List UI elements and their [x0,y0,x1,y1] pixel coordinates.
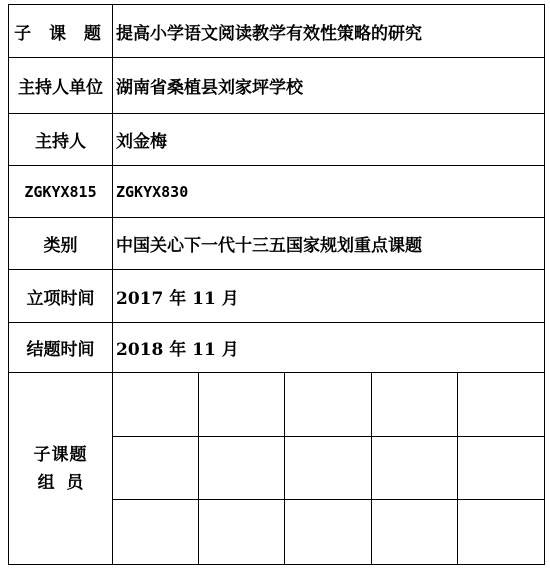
member-cell [458,500,544,564]
members-label-line2: 组 员 [37,472,84,493]
member-cell [285,500,371,564]
category-label: 类别 [9,218,113,269]
row-category [9,218,544,270]
member-cell [199,500,285,564]
subproject-label: 子 课 题 [9,5,113,57]
end-date-value: 2018 年 11 月 [116,340,239,360]
start-date-value: 2017 年 11 月 [116,288,239,309]
host-unit-value: 湖南省桑植县刘家坪学校 [116,78,303,98]
member-cell [113,500,199,564]
row-members [9,373,544,564]
member-cell [372,437,458,501]
host-value: 刘金梅 [116,132,167,152]
members-label [9,373,113,564]
host-unit-label: 主持人单位 [9,58,113,113]
project-info-form [8,4,545,565]
member-cell [285,373,371,437]
member-cell [113,437,199,501]
member-cell [285,437,371,501]
start-date-label: 立项时间 [9,270,113,322]
row-start-date [9,270,544,323]
code-value: ZGKYX830 [116,182,189,201]
member-cell [199,437,285,501]
row-subproject [9,5,544,58]
row-host-unit [9,58,544,114]
code-label: ZGKYX815 [9,166,113,217]
subproject-value: 提高小学语文阅读教学有效性策略的研究 [116,23,422,44]
row-code [9,166,544,218]
end-date-label: 结题时间 [9,323,113,372]
members-grid [113,373,544,564]
row-host [9,114,544,166]
host-label: 主持人 [9,114,113,165]
member-cell [458,373,544,437]
member-cell [199,373,285,437]
member-cell [458,437,544,501]
row-end-date [9,323,544,373]
member-cell [372,500,458,564]
member-cell [372,373,458,437]
members-label-line1: 子课题 [33,444,88,465]
member-cell [113,373,199,437]
category-value: 中国关心下一代十三五国家规划重点课题 [116,236,422,256]
